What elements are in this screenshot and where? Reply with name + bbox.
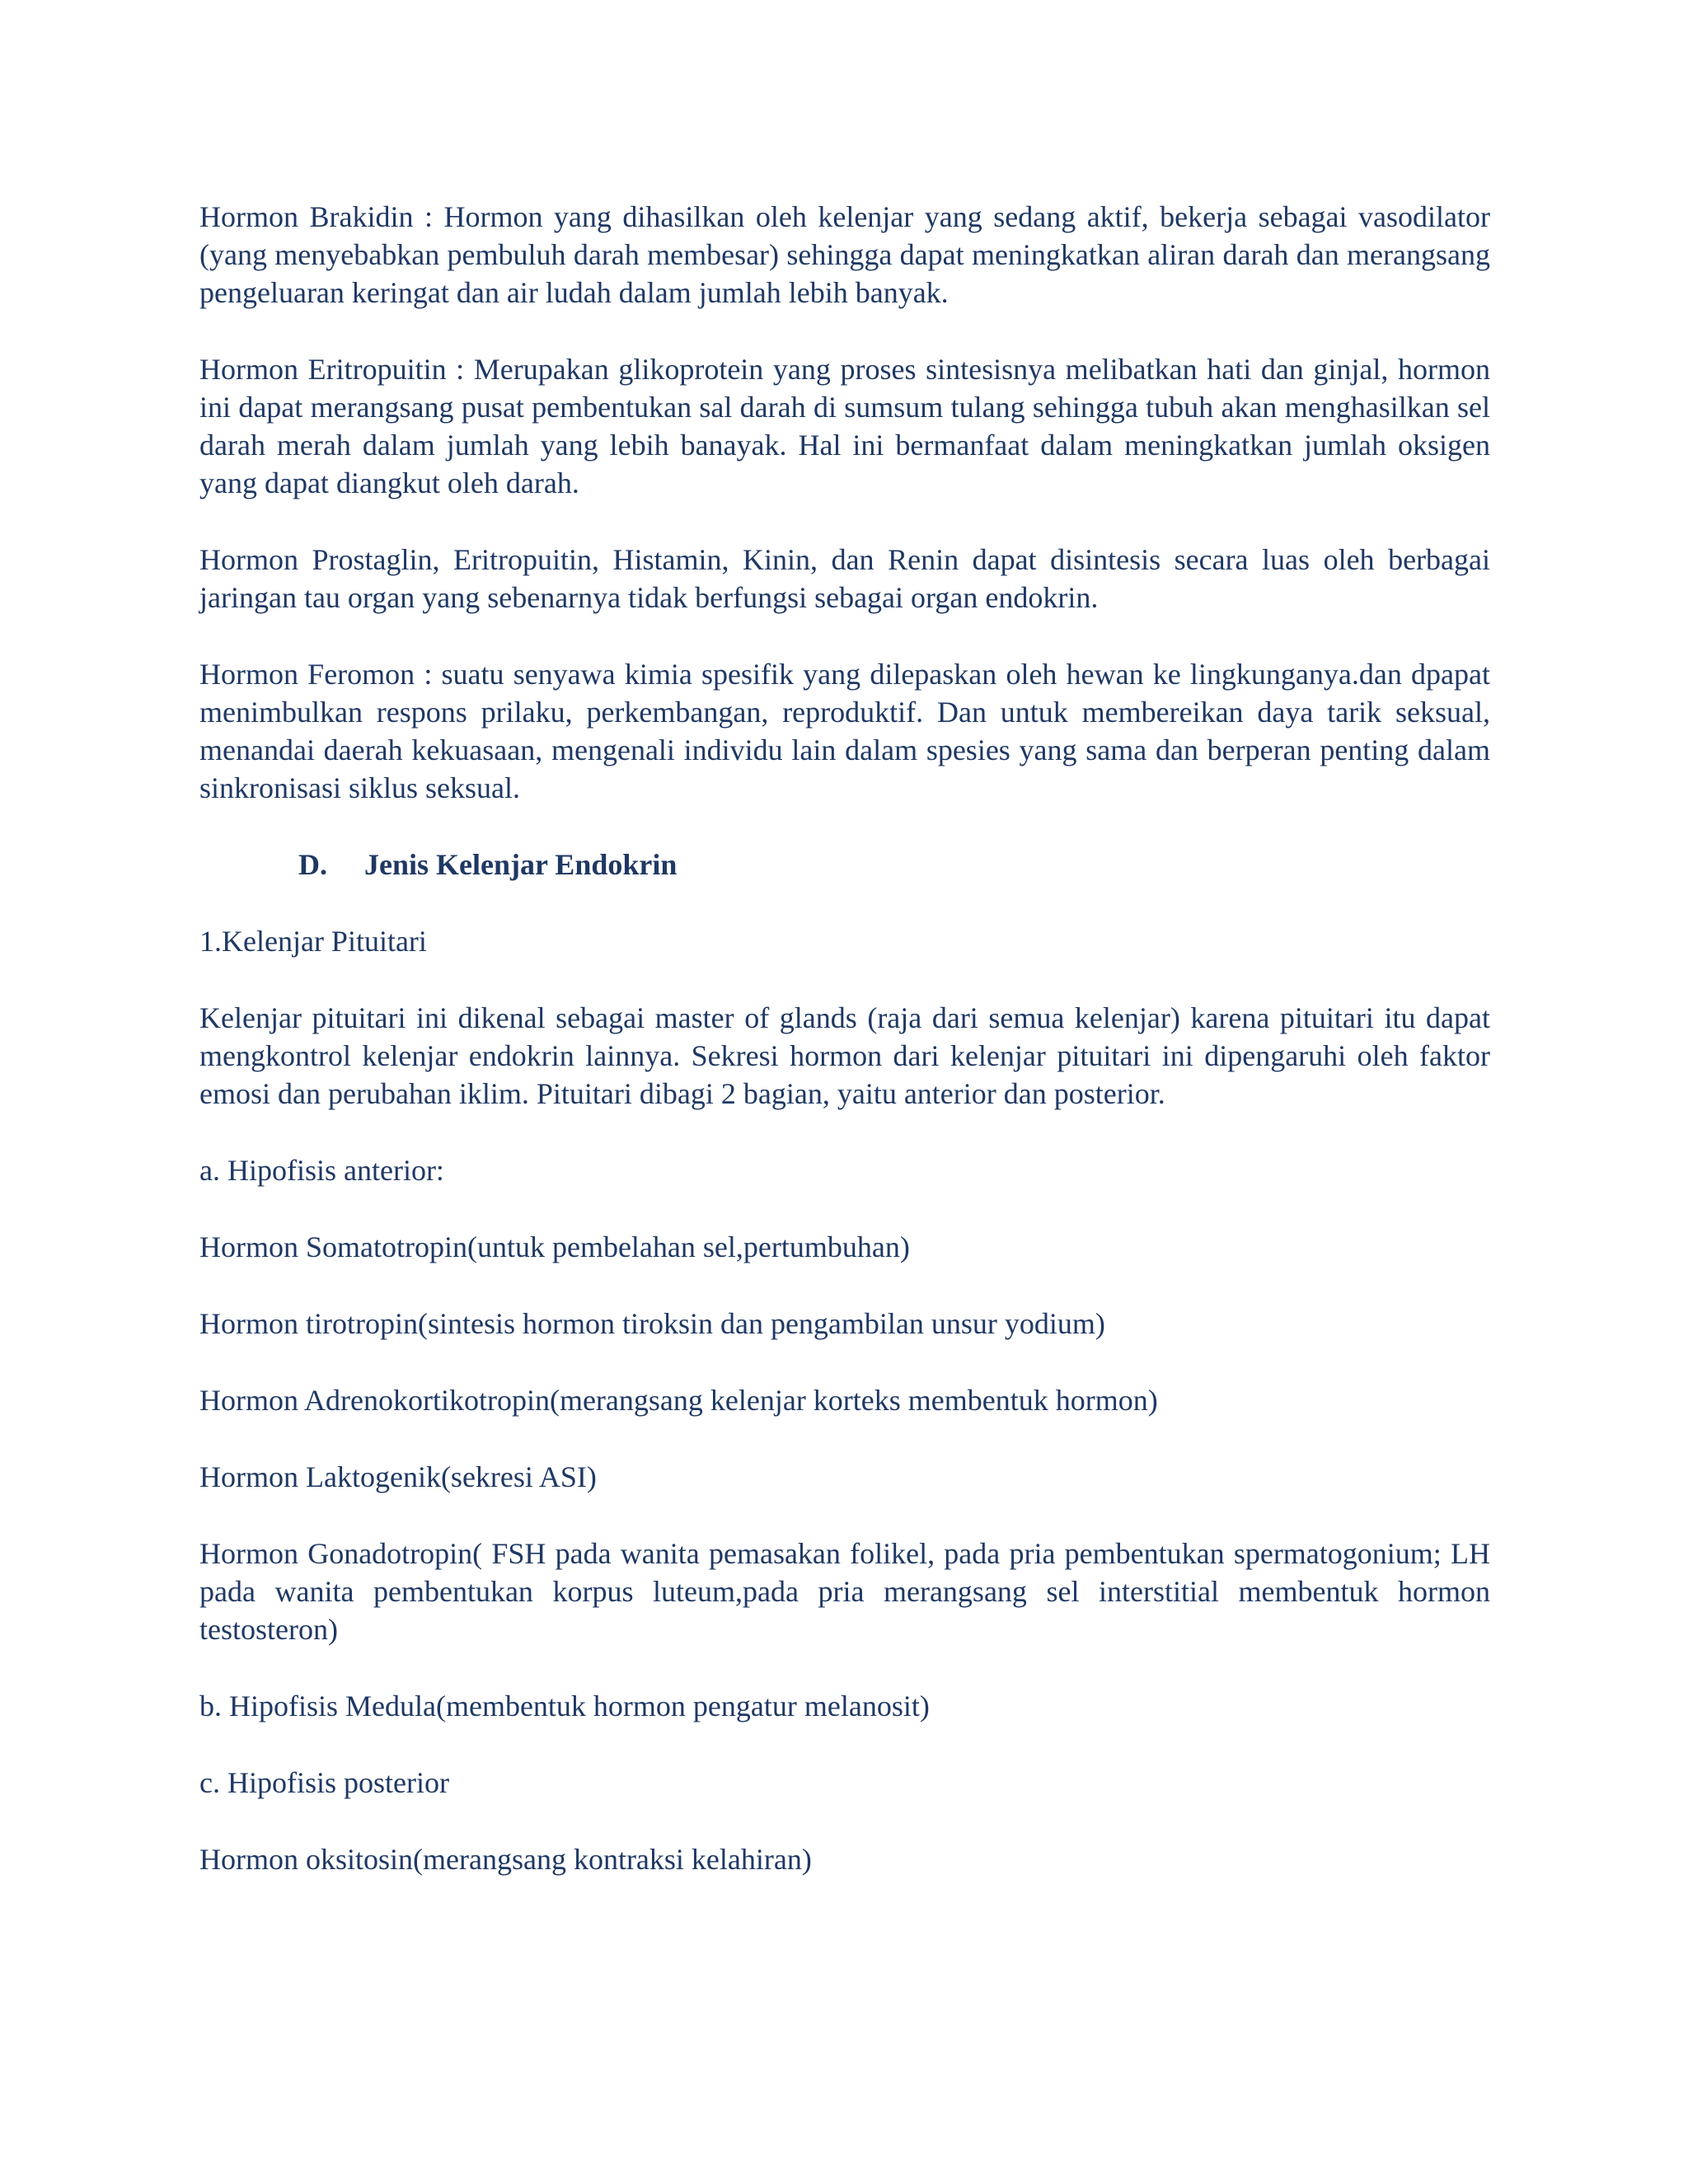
anterior-title: a. Hipofisis anterior: xyxy=(199,1154,444,1187)
item-somatotropin: Hormon Somatotropin(untuk pembelahan sel,pertumbuhan) xyxy=(199,1230,910,1263)
item-laktogenik: Hormon Laktogenik(sekresi ASI) xyxy=(199,1460,597,1493)
item-tirotropin: Hormon tirotropin(sintesis hormon tiroksin dan pengambilan unsur yodium) xyxy=(199,1307,1105,1340)
section-heading-number: D. xyxy=(298,848,327,881)
subsection-title: 1.Kelenjar Pituitari xyxy=(199,925,427,958)
document-page xyxy=(199,198,1490,1917)
paragraph-pituitari-intro: Kelenjar pituitari ini dikenal sebagai master of glands (raja dari semua kelenjar) karena pituitari itu dapat mengkontrol kelenjar endokrin lainnya. Sekresi hormon dari kelenjar pituitari ini dipengaruhi oleh faktor emosi dan perubahan iklim. Pituitari dibagi 2 bagian, yaitu anterior dan posterior. xyxy=(199,1001,1490,1110)
item-gonadotropin: Hormon Gonadotropin( FSH pada wanita pemasakan folikel, pada pria pembentukan spermatogonium; LH pada wanita pembentukan korpus luteum,pada pria merangsang sel interstitial membentuk hormon testosteron) xyxy=(199,1537,1490,1646)
paragraph-eritropuitin: Hormon Eritropuitin : Merupakan glikoprotein yang proses sintesisnya melibatkan hati dan ginjal, hormon ini dapat merangsang pusat pembentukan sal darah di sumsum tulang sehingga tubuh akan menghasilkan sel darah merah dalam jumlah yang lebih banayak. Hal ini bermanfaat dalam meningkatkan jumlah oksigen yang dapat diangkut oleh darah. xyxy=(199,353,1490,499)
paragraph-feromon: Hormon Feromon : suatu senyawa kimia spesifik yang dilepaskan oleh hewan ke lingkunganya.dan dpapat menimbulkan respons prilaku, perkembangan, reproduktif. Dan untuk membereikan daya tarik seksual, menandai daerah kekuasaan, mengenali individu lain dalam spesies yang sama dan berperan penting dalam sinkronisasi siklus seksual. xyxy=(199,658,1490,804)
posterior-title: c. Hipofisis posterior xyxy=(199,1766,449,1799)
section-heading-title: Jenis Kelenjar Endokrin xyxy=(364,848,678,881)
section-heading xyxy=(298,846,1490,883)
medula-title: b. Hipofisis Medula(membentuk hormon pengatur melanosit) xyxy=(199,1690,930,1722)
paragraph-prostaglin: Hormon Prostaglin, Eritropuitin, Histamin, Kinin, dan Renin dapat disintesis secara luas oleh berbagai jaringan tau organ yang sebenarnya tidak berfungsi sebagai organ endokrin. xyxy=(199,543,1490,614)
paragraph-brakidin: Hormon Brakidin : Hormon yang dihasilkan oleh kelenjar yang sedang aktif, bekerja sebagai vasodilator (yang menyebabkan pembuluh darah membesar) sehingga dapat meningkatkan aliran darah dan merangsang pengeluaran keringat dan air ludah dalam jumlah lebih banyak. xyxy=(199,200,1490,309)
item-adrenokortikotropin: Hormon Adrenokortikotropin(merangsang kelenjar korteks membentuk hormon) xyxy=(199,1384,1158,1417)
item-oksitosin: Hormon oksitosin(merangsang kontraksi kelahiran) xyxy=(199,1843,812,1876)
